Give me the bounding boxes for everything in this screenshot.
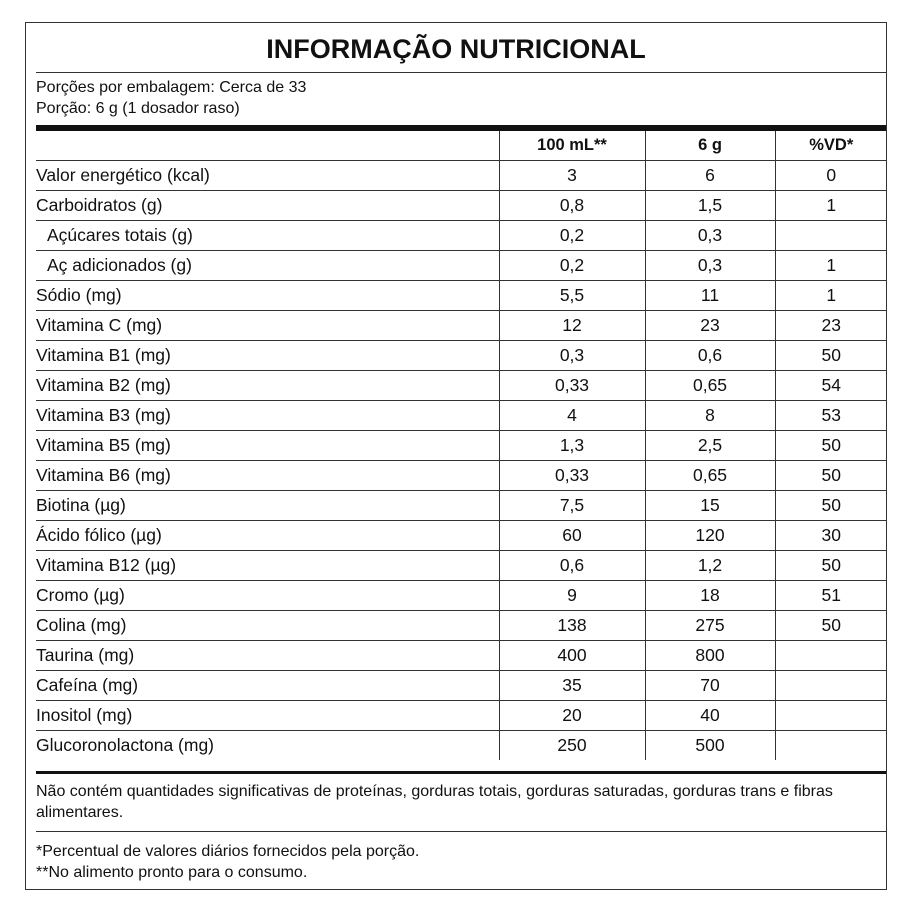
header-per-6g: 6 g bbox=[645, 131, 775, 161]
nutrient-name: Valor energético (kcal) bbox=[36, 161, 499, 191]
footnote-ready-to-consume: **No alimento pronto para o consumo. bbox=[36, 864, 308, 881]
value-vd: 50 bbox=[775, 551, 887, 581]
value-per-100ml: 0,33 bbox=[499, 371, 645, 401]
table-bottom-thick-divider bbox=[36, 771, 886, 774]
nutrient-name: Taurina (mg) bbox=[36, 641, 499, 671]
table-row bbox=[36, 701, 887, 731]
nutrient-name: Vitamina B12 (µg) bbox=[36, 551, 499, 581]
value-vd: 54 bbox=[775, 371, 887, 401]
value-per-6g: 0,3 bbox=[645, 251, 775, 281]
value-per-6g: 800 bbox=[645, 641, 775, 671]
value-per-6g: 40 bbox=[645, 701, 775, 731]
value-per-6g: 23 bbox=[645, 311, 775, 341]
value-per-6g: 275 bbox=[645, 611, 775, 641]
table-row bbox=[36, 521, 887, 551]
value-per-6g: 120 bbox=[645, 521, 775, 551]
label-title: INFORMAÇÃO NUTRICIONAL bbox=[266, 34, 646, 64]
table-row bbox=[36, 671, 887, 701]
value-per-6g: 1,2 bbox=[645, 551, 775, 581]
value-per-6g: 18 bbox=[645, 581, 775, 611]
header-vd: %VD* bbox=[775, 131, 887, 161]
table-row bbox=[36, 581, 887, 611]
header-nutrient bbox=[36, 131, 499, 161]
value-vd: 50 bbox=[775, 431, 887, 461]
nutrient-name: Vitamina B3 (mg) bbox=[36, 401, 499, 431]
value-per-6g: 0,3 bbox=[645, 221, 775, 251]
value-per-100ml: 3 bbox=[499, 161, 645, 191]
insignificant-nutrients-note: Não contém quantidades significativas de proteínas, gorduras totais, gorduras saturadas, gorduras trans e fibras alimentares. bbox=[36, 783, 833, 821]
table-row bbox=[36, 341, 887, 371]
value-per-100ml: 0,33 bbox=[499, 461, 645, 491]
servings-per-package: Porções por embalagem: Cerca de 33 bbox=[36, 79, 307, 96]
table-row bbox=[36, 431, 887, 461]
header-per-100ml: 100 mL** bbox=[499, 131, 645, 161]
value-vd: 23 bbox=[775, 311, 887, 341]
value-vd bbox=[775, 671, 887, 701]
value-per-100ml: 12 bbox=[499, 311, 645, 341]
table-row bbox=[36, 641, 887, 671]
value-vd: 53 bbox=[775, 401, 887, 431]
value-per-100ml: 0,8 bbox=[499, 191, 645, 221]
nutrient-name: Vitamina C (mg) bbox=[36, 311, 499, 341]
value-per-6g: 0,65 bbox=[645, 461, 775, 491]
table-row bbox=[36, 311, 887, 341]
value-per-100ml: 7,5 bbox=[499, 491, 645, 521]
value-vd: 50 bbox=[775, 461, 887, 491]
nutrient-name: Colina (mg) bbox=[36, 611, 499, 641]
nutrient-name: Vitamina B2 (mg) bbox=[36, 371, 499, 401]
value-per-100ml: 0,6 bbox=[499, 551, 645, 581]
value-vd bbox=[775, 731, 887, 761]
table-row bbox=[36, 251, 887, 281]
value-per-100ml: 60 bbox=[499, 521, 645, 551]
value-per-6g: 70 bbox=[645, 671, 775, 701]
serving-size: Porção: 6 g (1 dosador raso) bbox=[36, 100, 240, 117]
footnote-vd: *Percentual de valores diários fornecidos pela porção. bbox=[36, 843, 420, 860]
value-per-100ml: 20 bbox=[499, 701, 645, 731]
value-vd: 0 bbox=[775, 161, 887, 191]
value-per-100ml: 400 bbox=[499, 641, 645, 671]
value-vd: 51 bbox=[775, 581, 887, 611]
nutrient-name: Sódio (mg) bbox=[36, 281, 499, 311]
nutrient-name: Aç adicionados (g) bbox=[36, 251, 499, 281]
value-vd: 1 bbox=[775, 251, 887, 281]
value-vd: 30 bbox=[775, 521, 887, 551]
nutrient-name: Vitamina B6 (mg) bbox=[36, 461, 499, 491]
value-per-6g: 8 bbox=[645, 401, 775, 431]
value-per-6g: 0,65 bbox=[645, 371, 775, 401]
table-row bbox=[36, 371, 887, 401]
table-row bbox=[36, 281, 887, 311]
value-per-100ml: 0,2 bbox=[499, 251, 645, 281]
table-row bbox=[36, 161, 887, 191]
table-row bbox=[36, 491, 887, 521]
value-vd: 1 bbox=[775, 281, 887, 311]
table-row bbox=[36, 401, 887, 431]
value-vd: 50 bbox=[775, 341, 887, 371]
value-per-100ml: 0,3 bbox=[499, 341, 645, 371]
table-row bbox=[36, 191, 887, 221]
nutrient-name: Glucoronolactona (mg) bbox=[36, 735, 214, 755]
value-vd: 50 bbox=[775, 611, 887, 641]
footnote-divider bbox=[36, 831, 886, 832]
value-per-100ml: 1,3 bbox=[499, 431, 645, 461]
value-per-100ml: 138 bbox=[499, 611, 645, 641]
value-per-100ml: 250 bbox=[499, 731, 645, 761]
value-per-100ml: 5,5 bbox=[499, 281, 645, 311]
nutrient-name: Vitamina B5 (mg) bbox=[36, 431, 499, 461]
nutrition-table bbox=[36, 131, 887, 760]
value-per-100ml: 4 bbox=[499, 401, 645, 431]
value-vd bbox=[775, 701, 887, 731]
title-divider bbox=[36, 72, 886, 73]
value-per-6g: 0,6 bbox=[645, 341, 775, 371]
value-vd: 1 bbox=[775, 191, 887, 221]
nutrient-name: Cromo (µg) bbox=[36, 581, 499, 611]
nutrient-name: Cafeína (mg) bbox=[36, 671, 499, 701]
nutrient-name: Ácido fólico (µg) bbox=[36, 521, 499, 551]
value-per-6g: 15 bbox=[645, 491, 775, 521]
value-per-6g: 500 bbox=[645, 731, 775, 761]
nutrient-name: Biotina (µg) bbox=[36, 491, 499, 521]
table-row bbox=[36, 221, 887, 251]
value-per-6g: 6 bbox=[645, 161, 775, 191]
value-per-6g: 11 bbox=[645, 281, 775, 311]
nutrient-name: Açúcares totais (g) bbox=[36, 221, 499, 251]
table-row bbox=[36, 461, 887, 491]
value-per-100ml: 35 bbox=[499, 671, 645, 701]
value-vd bbox=[775, 221, 887, 251]
table-row bbox=[36, 731, 887, 761]
value-vd: 50 bbox=[775, 491, 887, 521]
value-per-6g: 2,5 bbox=[645, 431, 775, 461]
table-row bbox=[36, 551, 887, 581]
value-per-6g: 1,5 bbox=[645, 191, 775, 221]
table-header-row bbox=[36, 131, 887, 161]
nutrient-name: Inositol (mg) bbox=[36, 701, 499, 731]
value-per-100ml: 9 bbox=[499, 581, 645, 611]
nutrient-name: Vitamina B1 (mg) bbox=[36, 341, 499, 371]
table-row bbox=[36, 611, 887, 641]
nutrient-name: Carboidratos (g) bbox=[36, 191, 499, 221]
nutrition-facts-panel bbox=[25, 22, 887, 890]
value-vd bbox=[775, 641, 887, 671]
value-per-100ml: 0,2 bbox=[499, 221, 645, 251]
